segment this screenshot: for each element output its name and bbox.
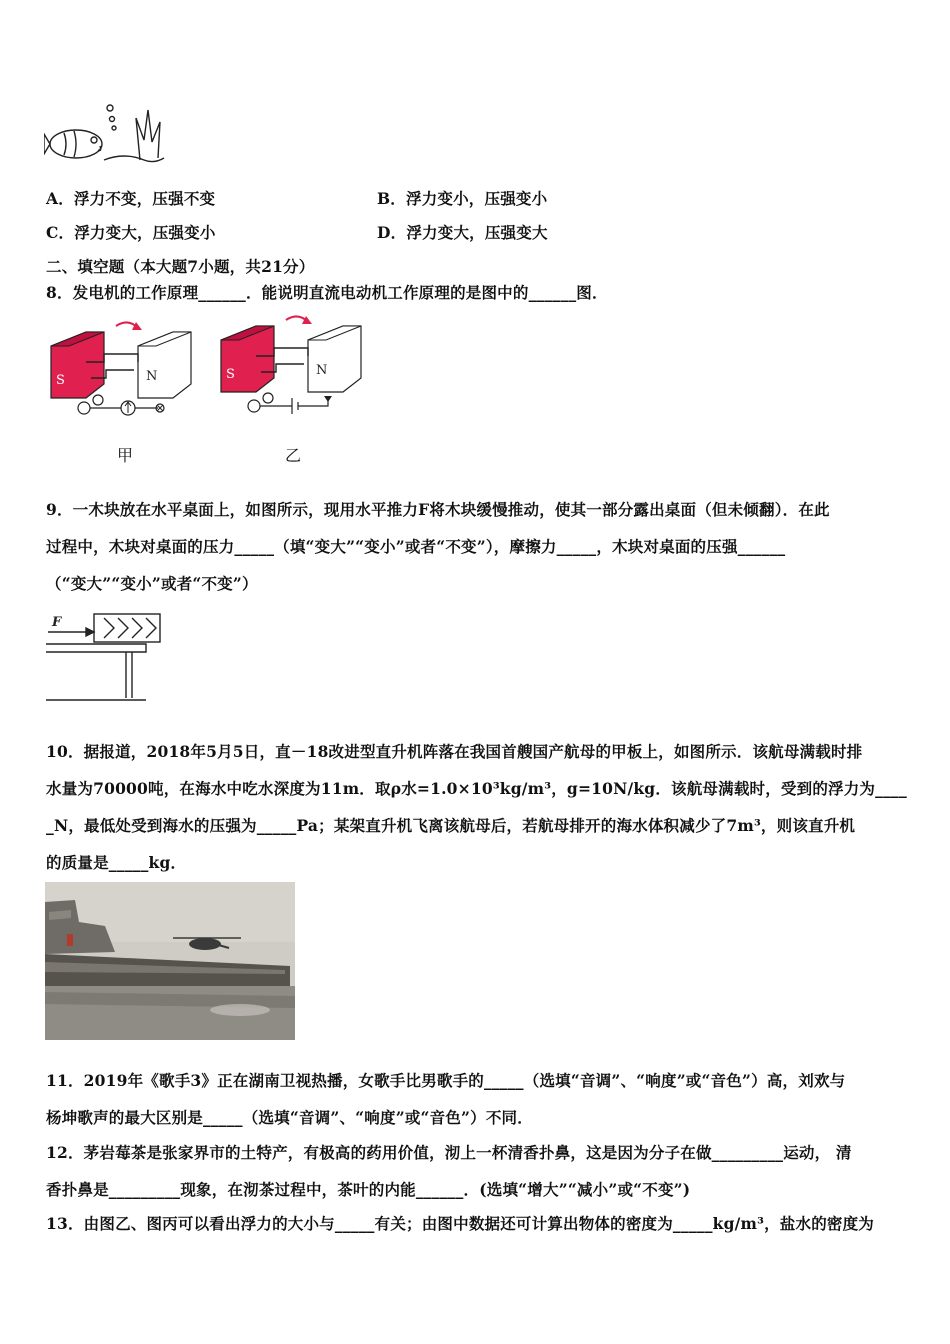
q10-line-4: 的质量是_____kg． bbox=[46, 853, 187, 872]
q8-text: 8．发电机的工作原理______．能说明直流电动机工作原理的是图中的______图． bbox=[46, 283, 608, 302]
q11-line-2: 杨坤歌声的最大区别是_____（选填“音调”、“响度”或“音色”）不同． bbox=[46, 1108, 533, 1127]
magnet-n-label: N bbox=[146, 369, 158, 384]
q9-line-1: 9．一木块放在水平桌面上，如图所示，现用水平推力F将木块缓慢推动，使其一部分露出桌面（但未倾翻）．在此 bbox=[46, 500, 830, 519]
force-label: F bbox=[52, 615, 62, 630]
magnet-n-label: N bbox=[316, 363, 328, 378]
q9-line-2: 过程中，木块对桌面的压力_____（填“变大”“变小”或者“不变”），摩擦力_____，木块对桌面的压强______ bbox=[46, 537, 786, 556]
q10-line-1: 10．据报道，2018年5月5日，直－18改进型直升机阵落在我国首艘国产航母的甲板上，如图所示．该航母满载时排 bbox=[46, 742, 863, 761]
q7-option-c[interactable]: C．浮力变大，压强变小 bbox=[46, 223, 216, 242]
carrier-photo bbox=[45, 882, 295, 1040]
q9-line-3: （“变大”“变小”或者“不变”） bbox=[46, 574, 258, 593]
magnet-s-label: S bbox=[56, 373, 65, 388]
q8-figure-left bbox=[46, 318, 196, 423]
q11-line-1: 11．2019年《歌手3》正在湖南卫视热播，女歌手比男歌手的_____（选填“音调”、“响度”或“音色”）高，刘欢与 bbox=[46, 1071, 846, 1090]
magnet-s-label: S bbox=[226, 367, 235, 382]
q13-line-1: 13．由图乙、图丙可以看出浮力的大小与_____有关；由图中数据还可计算出物体的密度为_____kg/m³，盐水的密度为 bbox=[46, 1214, 875, 1233]
q12-line-2: 香扑鼻是_________现象，在沏茶过程中，茶叶的内能______．(选填“增大”“减小”或“不变”) bbox=[46, 1180, 691, 1199]
q8-caption-left: 甲 bbox=[117, 446, 134, 465]
section-heading: 二、填空题（本大题7小题，共21分） bbox=[46, 257, 315, 276]
q9-figure bbox=[46, 604, 168, 704]
q12-line-1: 12．茅岩莓茶是张家界市的土特产，有极高的药用价值，沏上一杯清香扑鼻，这是因为分子在做_________运动， 清 bbox=[46, 1143, 852, 1162]
q10-line-3: _N，最低处受到海水的压强为_____Pa；某架直升机飞离该航母后，若航母排开的海水体积减少了7m³，则该直升机 bbox=[46, 816, 856, 835]
q7-option-b[interactable]: B．浮力变小，压强变小 bbox=[377, 189, 548, 208]
q7-option-d[interactable]: D．浮力变大，压强变大 bbox=[377, 223, 548, 242]
q7-option-a[interactable]: A．浮力不变，压强不变 bbox=[46, 189, 216, 208]
q8-figure-right bbox=[216, 312, 366, 417]
q8-caption-right: 乙 bbox=[285, 446, 302, 465]
q10-line-2: 水量为70000吨，在海水中吃水深度为11m．取ρ水=1.0×10³kg/m³，g=10N/kg．该航母满载时，受到的浮力为____ bbox=[46, 779, 907, 798]
fish-figure bbox=[44, 100, 170, 166]
